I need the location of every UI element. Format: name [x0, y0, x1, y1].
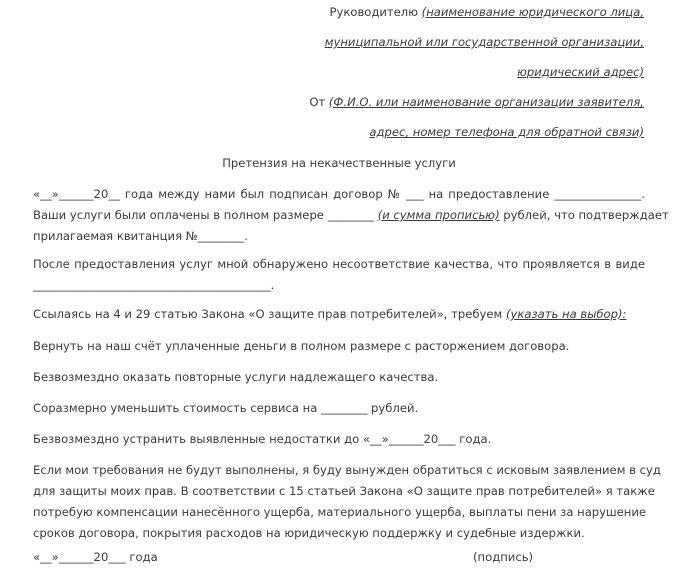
option-refund: Вернуть на наш счёт уплаченные деньги в полном размере с расторжением договора. — [33, 339, 570, 353]
footer-date: «__»______20___ года — [33, 550, 158, 564]
demand-choice-hint: (указать на выбор): — [505, 307, 627, 321]
discovery-paragraph — [33, 257, 645, 299]
closing-line-3: потребую компенсации нанесённого ущерба, материального ущерба, выплаты пени за нарушение — [33, 505, 647, 519]
addressee-label: Руководителю — [329, 5, 422, 19]
intro-line-3: прилагаемая квитанция №________. — [33, 229, 248, 243]
addressee-line-2: муниципальной или государственной организации, — [324, 35, 644, 49]
addressee-line-1 — [330, 5, 645, 19]
addressee-placeholder-1: (наименование юридического лица, — [421, 5, 644, 19]
option-fix-defects: Безвозмездно устранить выявленные недостатки до «__»______20___ года. — [33, 432, 492, 446]
closing-line-4: сроков договора, покрытия расходов на юридическую поддержку и судебные издержки. — [33, 526, 585, 540]
closing-line-1: Если мои требования не будут выполнены, я буду вынужден обратиться с исковым заявлением в суд — [33, 463, 661, 477]
sender-line-1 — [309, 95, 644, 109]
closing-line-2: для защиты моих прав. В соответствии с 15 статьей Закона «О защите прав потребителей» я также — [33, 484, 655, 498]
sender-placeholder-1: (Ф.И.О. или наименование организации заявителя, — [328, 95, 644, 109]
demand-text: Ссылаясь на 4 и 29 статью Закона «О защите прав потребителей», требуем — [33, 307, 506, 321]
intro-line-2 — [33, 208, 669, 229]
intro-line-1: «__»______20__ года между нами был подписан договор № ___ на предоставление _______________. — [33, 187, 645, 201]
option-reduce-price: Соразмерно уменьшить стоимость сервиса на ________ рублей. — [33, 401, 419, 415]
discovery-line-2: _________________________________________. — [33, 278, 275, 292]
option-repeat-service: Безвозмездно оказать повторные услуги надлежащего качества. — [33, 370, 439, 384]
demand-line — [33, 307, 626, 321]
intro-line-2-a: Ваши услуги были оплачены в полном размере ________ — [33, 208, 378, 222]
addressee-line-3: юридический адрес) — [517, 65, 644, 79]
intro-line-2-b: рублей, что подтверждает — [499, 208, 669, 222]
page-title: Претензия на некачественные услуги — [222, 156, 456, 170]
discovery-line-1: После предоставления услуг мной обнаружено несоответствие качества, что проявляется в виде — [33, 257, 645, 271]
sender-line-2: адрес, номер телефона для обратной связи) — [369, 125, 644, 139]
amount-in-words-hint: (и сумма прописью) — [377, 208, 500, 222]
footer-signature: (подпись) — [473, 550, 534, 564]
closing-paragraph — [33, 463, 661, 547]
sender-label: От — [309, 95, 329, 109]
intro-paragraph — [33, 187, 669, 250]
